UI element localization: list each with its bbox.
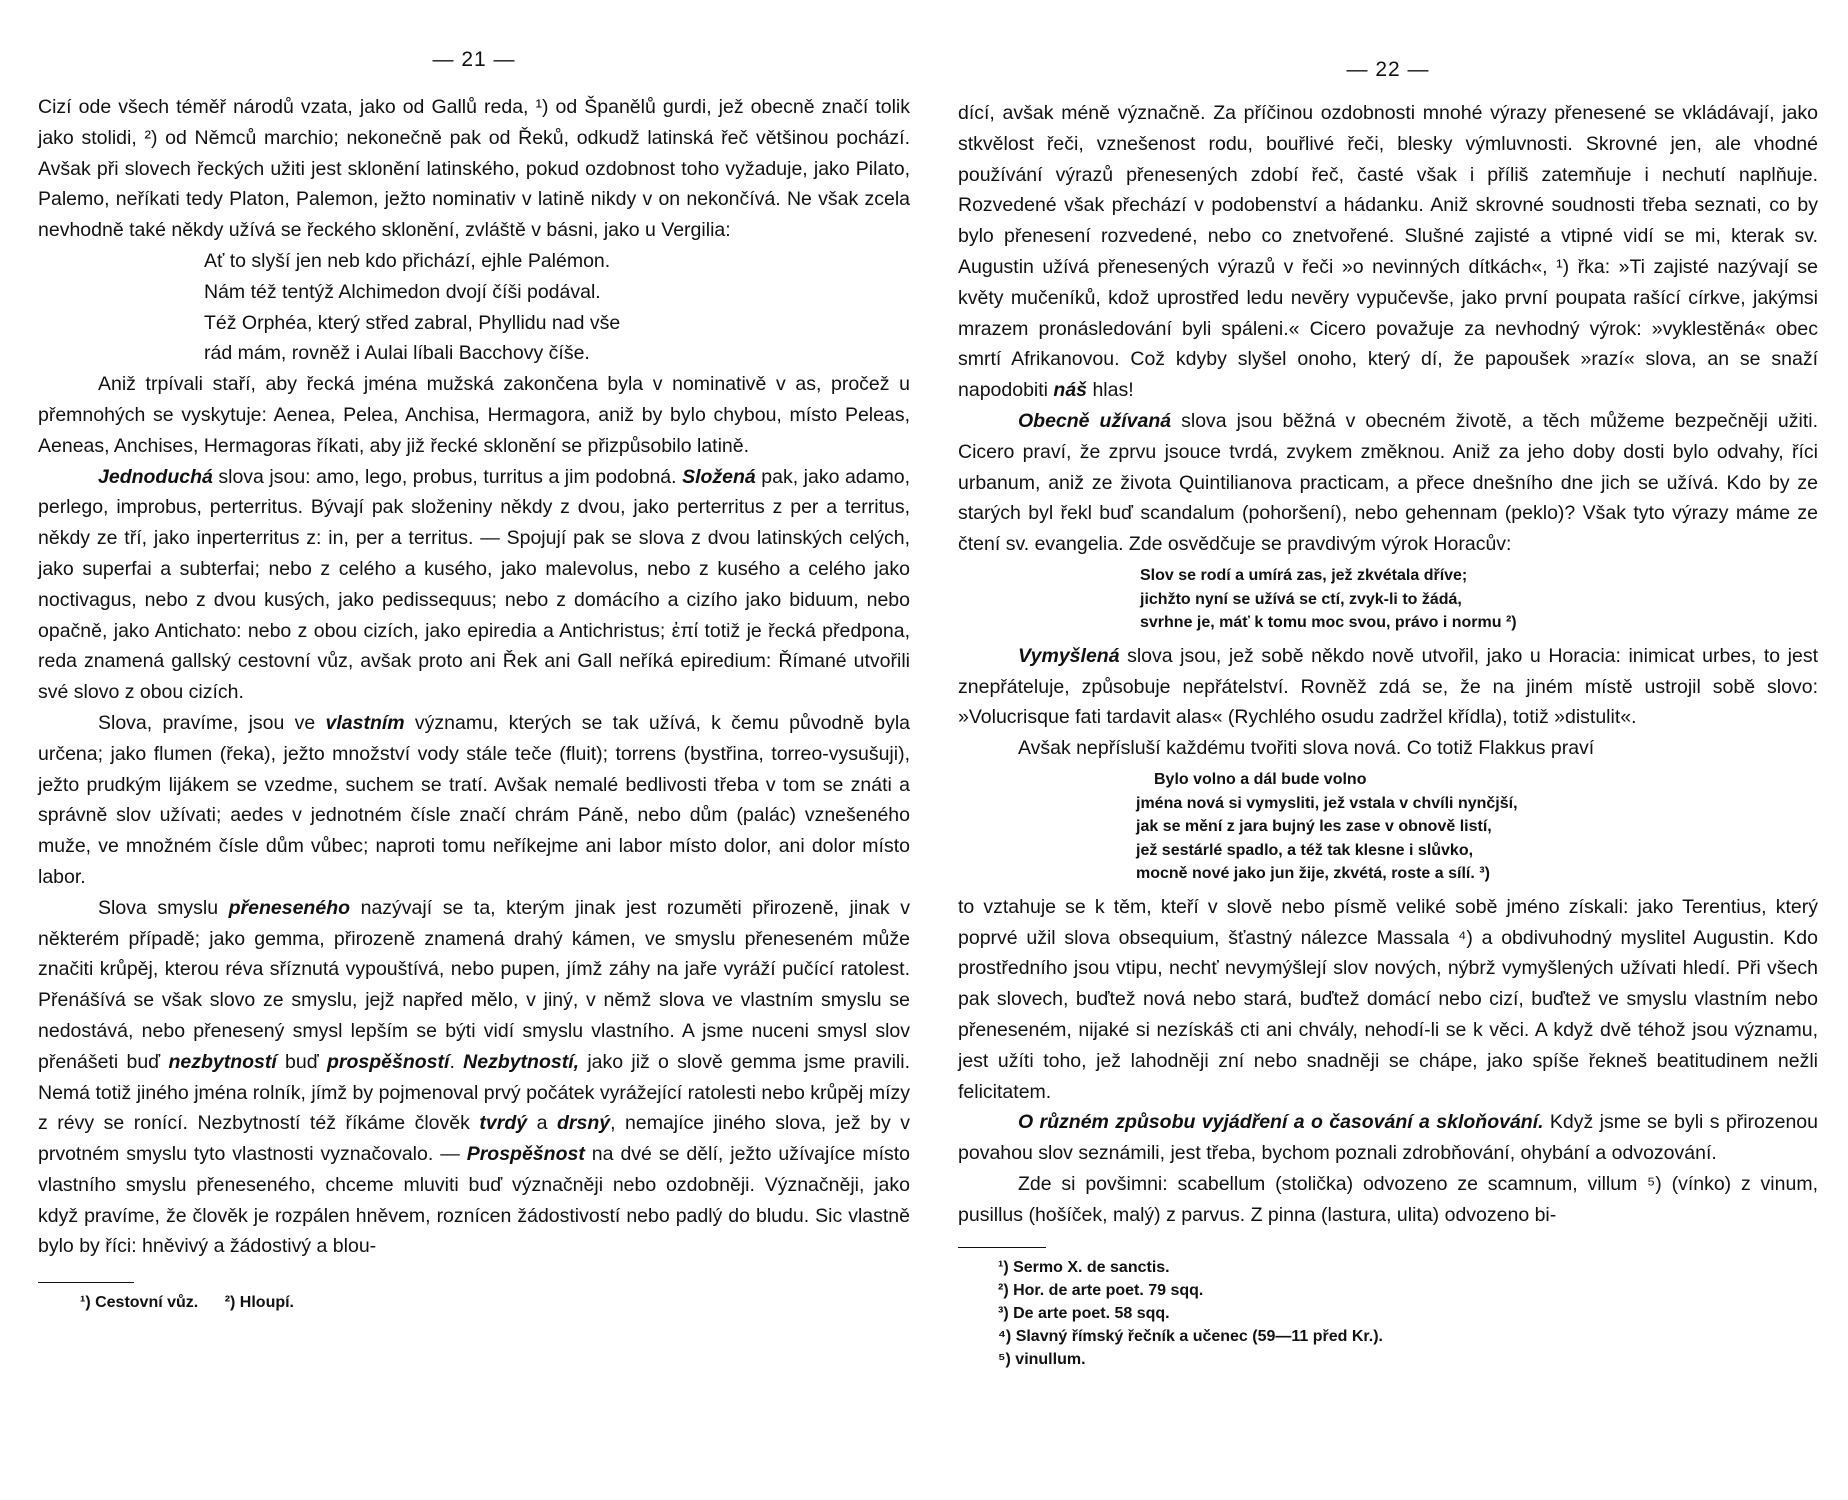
verse-line: Též Orphéa, který střed zabral, Phyllidu nad vše	[204, 311, 621, 334]
term: Složená	[682, 465, 756, 488]
footnote: ³) De arte poet. 58 sqq.	[998, 1304, 1170, 1322]
paragraph: Slova smyslu přeneseného nazývají se ta, kterým jinak jest rozuměti přirozeně, jinak v některém případě; jako gemma, přirozeně znamená drahý kámen, ve smyslu přeneseném může značiti krůpěj, kterou réva sříznutá vypouštívá, nebo pupen, jímž záhy na jaře vyráží pučící ratolest. Přenášívá se však slovo ze smyslu, jejž napřed mělo, v jiný, v němž slova ve vlastním smyslu se nedostává, nebo přenesený smysl lepším se býti vidí smyslu vlastního. A jsme nuceni smysl slov přenášeti buď nezbytností buď prospěšností. Nezbytností, jako již o slově gemma jsme pravili. Nemá totiž jiného jména rolník, jímž by pojmenoval prvý počátek vyrážející ratolesti nebo krůpěj mízy z révy se ronící. Nezbytností též říkáme člověk tvrdý a drsný, nemajíce jiného slova, jež by v prvotném smyslu tyto vlastnosti vyznačovalo. — Prospěšnost na dvé se dělí, ježto užívajíce místo vlastního smyslu přeneseného, chceme mluviti buď význačněji nebo ozdobněji. Význačněji, jako když pravíme, že člověk je rozpálen hněvem, roznícen žádostivostí nebo padlý do bludu. Sic vlastně bylo by říci: hněvivý a žádostivý a blou-	[38, 896, 911, 1258]
term: Nezbytností,	[463, 1050, 580, 1073]
term: Jednoduchá	[98, 465, 213, 488]
footnotes	[80, 1291, 910, 1314]
verse-line: Slov se rodí a umírá zas, jež zkvétala dříve;	[1140, 566, 1468, 584]
verse-line: Nám též tentýž Alchimedon dvojí číši podával.	[204, 280, 601, 303]
term: Obecně užívaná	[1018, 409, 1172, 432]
paragraph: Zde si povšimni: scabellum (stolička) odvozeno ze scamnum, villum ⁵) (vínko) z vinum, pusillus (hošíček, malý) z parvus. Z pinna (lastura, ulita) odvozeno bi-	[958, 1173, 1818, 1226]
verse-line: Ať to slyší jen neb kdo přichází, ejhle Palémon.	[204, 249, 611, 272]
footnote: ⁵) vinullum.	[998, 1350, 1086, 1368]
footnote: ¹) Cestovní vůz.	[80, 1294, 199, 1312]
paragraph: Jednoduchá slova jsou: amo, lego, probus, turritus a jim podobná. Složená pak, jako adamo, perlego, improbus, perterritus. Bývají pak složeniny někdy z dvou, jako perterritus z per a territus, někdy ze tří, jako inperterritus z: in, per a territus. — Spojují pak se slova z dvou latinských celých, jako superfai a subterfai; nebo z celého a kusého, jako malevolus, nebo z kusého a celého jako noctivagus, nebo z dvou kusých, jako pedissequus; nebo z domácího a cizího jako biduum, nebo opačně, jako Antichato: nebo z obou cizích, jako epiredia a Antichristus; ἐπί totiž je řecká předpona, reda znamená gallský cestovní vůz, avšak proto ani Řek ani Gall neříká epiredium: Římané utvořili své slovo z obou cizích.	[38, 465, 910, 704]
left-page	[38, 0, 910, 1500]
verse-horace	[1140, 564, 1818, 635]
term: drsný	[556, 1112, 611, 1135]
paragraph: Aniž trpívali staří, aby řecká jména mužská zakončena byla v nominativě v as, pročež u přemnohých se vyskytuje: Aenea, Pelea, Anchisa, Hermagora, aniž by bylo chybou, místo Peleas, Aeneas, Anchises, Hermagoras říkati, aby již řecké sklonění se přizpůsobilo latině.	[38, 373, 910, 457]
footnote: ¹) Sermo X. de sanctis.	[998, 1258, 1170, 1276]
footnote: ²) Hloupí.	[224, 1294, 294, 1312]
verse-line: rád mám, rovněž i Aulai líbali Bacchovy číše.	[204, 342, 590, 365]
term: přeneseného	[228, 896, 351, 919]
paragraph: Avšak nepřísluší každému tvořiti slova nová. Co totiž Flakkus praví	[1018, 737, 1595, 760]
paragraph: Obecně užívaná slova jsou běžná v obecném životě, a těch můžeme bezpečněji užiti. Cicero praví, že zprvu jsouce tvrdá, zvykem změknou. Aniž za jeho doby dosti bylo odvahy, říci urbanum, aniž ze života Quintilianova practicam, a přece dnešního dne jich se užívá. Kdo by ze starých byl řekl buď scandalum (pohoršení), nebo gehennam (peklo)? Však tyto výrazy máme ze čtení sv. evangelia. Zde osvědčuje se pravdivým výrok Horacův:	[958, 409, 1819, 556]
right-page	[958, 0, 1818, 1500]
paragraph: Cizí ode všech téměř národů vzata, jako od Gallů reda, ¹) od Španělů gurdi, jež obecně značí tolik jako stolidi, ²) od Němců marchio; nekonečně pak od Řeků, odkudž latinská řeč většinou pochází. Avšak při slovech řeckých užiti jest sklonění latinského, pokud ozdobnost toho vyžaduje, jako Pilato, Palemo, neříkati tedy Platon, Palemon, ježto nominativ v latině nikdy v on nekončívá. Ne však zcela nevhodně také někdy užívá se řeckého sklonění, zvláště v básni, jako u Vergilia:	[38, 96, 910, 242]
verse-line: jichžto nyní se užívá se ctí, zvyk-li to žádá,	[1140, 590, 1462, 608]
footnote: ²) Hor. de arte poet. 79 sqq.	[998, 1281, 1204, 1299]
verse-vergil	[204, 246, 910, 369]
verse-line: jež sestárlé spadlo, a též tak klesne i slůvko,	[1136, 841, 1474, 859]
term: Prospěšnost	[466, 1143, 585, 1166]
footnote-rule	[38, 1282, 134, 1283]
verse-line: jak se mění z jara bujný les zase v obnově listí,	[1136, 818, 1492, 836]
term: vlastním	[325, 711, 405, 734]
verse-flakkus	[1136, 768, 1818, 886]
section-heading: O různém způsobu vyjádření a o časování a skloňování.	[1018, 1111, 1544, 1134]
page-number: — 22 —	[1346, 58, 1430, 81]
verse-line: Bylo volno a dál bude volno	[1154, 770, 1367, 788]
page-number: — 21 —	[432, 48, 516, 71]
verse-line: jména nová si vymysliti, jež vstala v chvíli nynčjší,	[1136, 794, 1518, 812]
footnote: ⁴) Slavný římský řečník a učenec (59—11 před Kr.).	[998, 1327, 1383, 1345]
paragraph: to vztahuje se k těm, kteří v slově nebo písmě veliké sobě jméno získali: jako Terentius, který poprvé užil slova obsequium, šťastný nálezce Massala ⁴) a obdivuhodný myslitel Augustin. Kdo prostředního jsou vtipu, nechť nevymýšlejí slov nových, nýbrž vymyšlených užívati hledí. Při všech pak slovech, buďtež nová nebo stará, buďtež domácí nebo cizí, buďtež ve smyslu vlastním nebo přeneseném, nijaké si nezískáš cti ani chvály, nehodí-li se k věci. A když dvě téhož jsou významu, jest užíti toho, jež lahodněji zní nebo snadněji se chápe, jako spíše řekneš beatitudinem nežli felicitatem.	[958, 895, 1818, 1103]
verse-line: svrhne je, máť k tomu moc svou, právo i normu ²)	[1140, 614, 1517, 632]
paragraph: Vymyšlená slova jsou, jež sobě někdo nově utvořil, jako u Horacia: inimicat urbes, to jest znepřáteluje, způsobuje nepřátelství. Rovněž zdá se, že na jiném místě ustrojil sobě slovo: »Volucrisque fati tardavit alas« (Rychlého osudu zadržel křídla), totiž »distulit«.	[958, 644, 1818, 729]
term: nezbytností	[168, 1050, 277, 1073]
term: prospěšností	[327, 1050, 450, 1073]
term: Vymyšlená	[1018, 644, 1120, 667]
footnote-rule	[958, 1247, 1046, 1248]
paragraph: O různém způsobu vyjádření a o časování a skloňování. Když jsme se byli s přirozenou povahou slov seznámili, jest třeba, bychom poznali zdrobňování, ohybání a odvozování.	[958, 1111, 1818, 1165]
paragraph: dící, avšak méně význačně. Za příčinou ozdobnosti mnohé výrazy přenesené se vkládávají, jako stkvělost řeči, vznešenost rodu, bouřlivé řeči, blesky výmluvnosti. Skrovné jen, ale vhodné používání výrazů přenesených zdobí řeč, časté však i příliš zatemňuje i nechutí naplňuje. Rozvedené však přechází v podobenství a hádanku. Aniž skrovné soudnosti třeba seznati, co by bylo přenesení rozvedené, nebo co znetvořené. Slušné zajisté a vtipné vidí se mi, kterak sv. Augustin užívá přenesených výrazů v řeči »o nevinných dítkách«, ¹) řka: »Ti zajisté nazývají se květy mučeníků, kdož uprostřed ledu nevěry vypučevše, jako první poupata rašící církve, jakýmsi mrazem pronásledování byli spáleni.« Cicero považuje za nevhodný výrok: »vyklestěná« obec smrtí Afrikanovou. Což kdyby slyšel onoho, který dí, že papoušek »razí« slova, an se snaží napodobiti náš hlas!	[958, 102, 1818, 402]
paragraph: Slova, pravíme, jsou ve vlastním významu, kterých se tak užívá, k čemu původně byla určena; jako flumen (řeka), ježto množství vody stále teče (fluit); torrens (bystřina, torreo-vysušuji), ježto prudkým lijákem se vzedme, suchem se tratí. Avšak nemalé bedlivosti třeba v tom se znáti a správně slov užívati; aedes v jednotném čísle značí chrám Páně, nebo dům (palác) vznešeného muže, ve množném čísle dům vůbec; naproti tomu neříkejme ani labor místo dolor, ani dolor místo labor.	[38, 711, 910, 888]
term: tvrdý	[479, 1112, 528, 1135]
term: náš	[1053, 379, 1088, 402]
verse-line: mocně nové jako jun žije, zkvétá, roste a sílí. ³)	[1136, 865, 1490, 883]
